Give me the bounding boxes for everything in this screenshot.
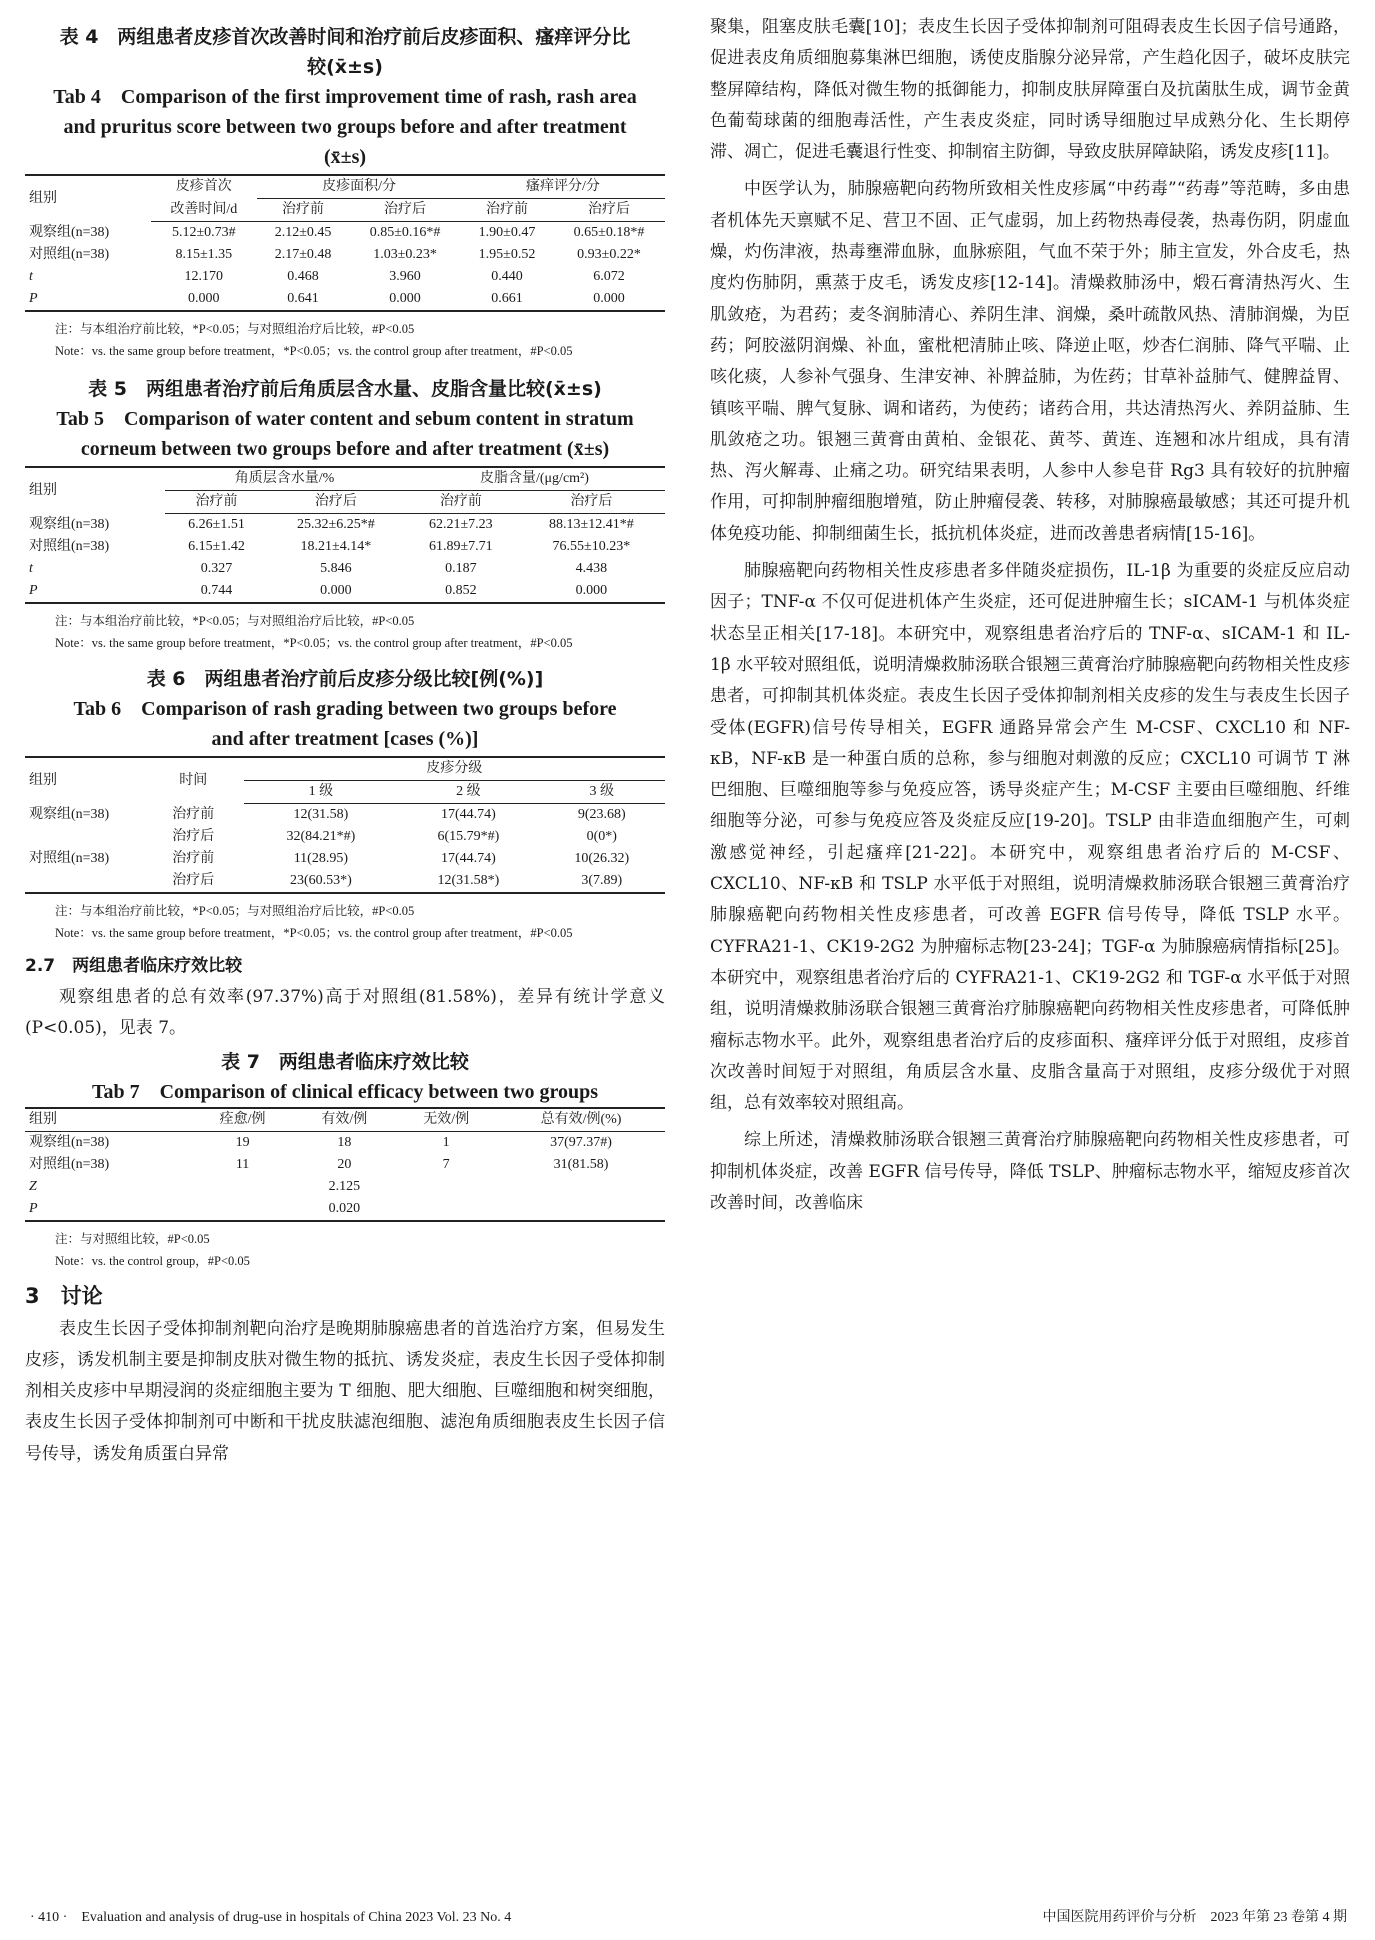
cell: 76.55±10.23* bbox=[552, 539, 631, 554]
cell: 0.327 bbox=[200, 561, 233, 576]
table-7 bbox=[25, 1107, 665, 1222]
t6-h-group: 组别 bbox=[25, 757, 143, 804]
table-row bbox=[25, 514, 665, 537]
table-row bbox=[25, 1131, 665, 1154]
cell: 治疗后 bbox=[172, 829, 215, 844]
cell: 2.125 bbox=[328, 1178, 361, 1194]
t5-h-pre: 治疗前 bbox=[165, 491, 268, 514]
cell bbox=[497, 1198, 665, 1221]
table-4-caption-cn: 表 4 两组患者皮疹首次改善时间和治疗前后皮疹面积、瘙痒评分比较(x̄±s) bbox=[59, 26, 631, 78]
cell: 88.13±12.41*# bbox=[549, 517, 634, 532]
cell: P bbox=[25, 580, 165, 603]
table-6 bbox=[25, 756, 665, 894]
table-5-note-en: Note：vs. the same group before treatment，*P<0.05；vs. the control group after treatment，#P<0.05 bbox=[55, 636, 573, 650]
cell: 0.000 bbox=[518, 580, 665, 603]
cell: 0.65±0.18*# bbox=[573, 225, 645, 240]
right-column bbox=[710, 0, 1350, 1219]
cell: 37(97.37#) bbox=[550, 1134, 612, 1150]
table-5-caption-cn: 表 5 两组患者治疗前后角质层含水量、皮脂含量比较(x̄±s) bbox=[88, 378, 602, 400]
cell bbox=[192, 1176, 294, 1198]
cell: 12(31.58) bbox=[293, 807, 349, 822]
cell: 0.641 bbox=[257, 288, 349, 311]
cell: 17(44.74) bbox=[440, 851, 496, 866]
table-5-note-cn: 注：与本组治疗前比较，*P<0.05；与对照组治疗后比较，#P<0.05 bbox=[55, 614, 415, 628]
table-7-caption-en: Tab 7 Comparison of clinical efficacy between two groups bbox=[91, 1080, 599, 1103]
cell: 12.170 bbox=[184, 269, 224, 284]
section-2-7-title: 2.7 两组患者临床疗效比较 bbox=[25, 956, 243, 976]
cell: 1 bbox=[442, 1134, 450, 1150]
t4-h-post: 治疗后 bbox=[553, 199, 665, 222]
table-row bbox=[25, 804, 665, 827]
table-row bbox=[25, 580, 665, 603]
cell: 观察组(n=38) bbox=[29, 1134, 110, 1150]
table-6-note-cn: 注：与本组治疗前比较，*P<0.05；与对照组治疗后比较，#P<0.05 bbox=[55, 904, 415, 918]
t4-h-area: 皮疹面积/分 bbox=[257, 175, 461, 199]
t5-h-pre: 治疗前 bbox=[404, 491, 518, 514]
cell: 6(15.79*#) bbox=[437, 829, 500, 844]
cell: 0.661 bbox=[461, 288, 553, 311]
cell: 观察组(n=38) bbox=[29, 806, 110, 822]
cell: 0.187 bbox=[445, 561, 477, 576]
footer-right: 中国医院用药评价与分析 2023 年第 23 卷第 4 期 bbox=[1042, 1910, 1347, 1925]
cell: 62.21±7.23 bbox=[429, 517, 493, 532]
cell: 0(0*) bbox=[586, 829, 617, 844]
cell: P bbox=[25, 288, 151, 311]
table-row bbox=[25, 826, 665, 848]
cell: 5.12±0.73# bbox=[171, 225, 236, 240]
right-paragraph-2: 肺腺癌靶向药物相关性皮疹患者多伴随炎症损伤，IL-1β 为重要的炎症反应启动因子；TNF-α 不仅可促进机体产生炎症，还可促进肿瘤生长；sICAM-1 与机体炎症状态呈正相关[17-18]。本研究中，观察组患者治疗后的 TNF-α、sICAM-1 和 IL-1β 水平较对照组低，说明清燥救肺汤联合银翘三黄膏治疗肺腺癌靶向药物相关性皮疹患者，可抑制其机体炎症。表皮生长因子受体抑制剂相关皮疹的发生与表皮生长因子受体(EGFR)信号传导相关，EGFR 通路异常会产生 M-CSF、CXCL10 和 NF-κB，NF-κB 是一种蛋白质的总称，参与细胞对刺激的反应；CXCL10 可调节 T 淋巴细胞、巨噬细胞等参与免疫应答，诱导炎症产生；M-CSF 主要由巨噬细胞、纤维细胞等分泌，可参与免疫应答及炎症反应[19-20]。TSLP 由非造血细胞产生，可刺激感觉神经，引起瘙痒[21-22]。本研究中，观察组患者治疗后的 M-CSF、CXCL10、NF-κB 和 TSLP 水平低于对照组，说明清燥救肺汤联合银翘三黄膏治疗肺腺癌靶向药物相关性皮疹患者，可改善 EGFR 信号传导，降低 TSLP 水平。CYFRA21-1、CK19-2G2 为肿瘤标志物[23-24]；TGF-α 为肺腺癌病情指标[25]。本研究中，观察组患者治疗后的 CYFRA21-1、CK19-2G2 和 TGF-α 水平低于对照组，说明清燥救肺汤联合银翘三黄膏治疗肺腺癌靶向药物相关性皮疹患者，可降低肿瘤标志物水平。此外，观察组患者治疗后的皮疹面积、瘙痒评分低于对照组，皮疹首次改善时间短于对照组，角质层含水量、皮脂含量高于对照组，皮疹分级优于对照组，总有效率较对照组高。 bbox=[710, 561, 1350, 1114]
table-6-note-en: Note：vs. the same group before treatment，*P<0.05；vs. the control group after treatment，#P<0.05 bbox=[55, 926, 573, 940]
t4-h-time1: 皮疹首次 bbox=[151, 175, 258, 199]
t4-h-pre: 治疗前 bbox=[461, 199, 553, 222]
cell: 治疗前 bbox=[172, 806, 215, 822]
table-7-note-cn: 注：与对照组比较，#P<0.05 bbox=[55, 1231, 210, 1246]
section-3-paragraph-1: 表皮生长因子受体抑制剂靶向治疗是晚期肺腺癌患者的首选治疗方案，但易发生皮疹，诱发机制主要是抑制皮肤对微生物的抵抗、诱发炎症，表皮生长因子受体抑制剂相关皮疹中早期浸润的炎症细胞主要为 T 细胞、肥大细胞、巨噬细胞和树突细胞，表皮生长因子受体抑制剂可中断和干扰皮肤滤泡细胞、滤泡角质细胞表皮生长因子信号传导，诱发角质蛋白异常 bbox=[25, 1318, 665, 1464]
table-7-caption-cn: 表 7 两组患者临床疗效比较 bbox=[221, 1050, 469, 1073]
cell: 2.12±0.45 bbox=[274, 225, 332, 240]
cell bbox=[25, 870, 143, 893]
cell: 11 bbox=[235, 1156, 250, 1172]
cell: 3.960 bbox=[389, 269, 421, 284]
t6-h-g2: 2 级 bbox=[398, 781, 538, 804]
cell: 0.744 bbox=[165, 580, 268, 603]
cell: 32(84.21*#) bbox=[286, 829, 356, 844]
cell: 治疗后 bbox=[143, 870, 244, 893]
cell bbox=[497, 1176, 665, 1198]
cell: 2.17±0.48 bbox=[274, 247, 332, 262]
cell: 对照组(n=38) bbox=[29, 539, 110, 554]
cell: 0.000 bbox=[268, 580, 404, 603]
cell: 61.89±7.71 bbox=[429, 539, 493, 554]
t4-h-time2: 改善时间/d bbox=[151, 199, 258, 222]
t5-h-sebum: 皮脂含量/(μg/cm²) bbox=[404, 467, 665, 491]
t7-h-effective: 有效/例 bbox=[293, 1108, 395, 1132]
cell: 25.32±6.25*# bbox=[297, 517, 375, 532]
cell: 观察组(n=38) bbox=[29, 224, 110, 240]
right-paragraph-3: 综上所述，清燥救肺汤联合银翘三黄膏治疗肺腺癌靶向药物相关性皮疹患者，可抑制机体炎症，改善 EGFR 信号传导，降低 TSLP、肿瘤标志物水平，缩短皮疹首次改善时间，改善临床 bbox=[710, 1130, 1350, 1213]
cell: t bbox=[29, 269, 33, 284]
cell: 10(26.32) bbox=[574, 851, 630, 866]
cell: 0.468 bbox=[287, 269, 319, 284]
t7-h-cured: 痊愈/例 bbox=[192, 1108, 294, 1132]
cell: 0.852 bbox=[404, 580, 518, 603]
t4-h-group: 组别 bbox=[25, 175, 151, 222]
cell: 6.15±1.42 bbox=[188, 539, 245, 554]
cell: 5.846 bbox=[320, 561, 352, 576]
cell: 0.85±0.16*# bbox=[369, 225, 441, 240]
table-row bbox=[25, 1176, 665, 1198]
cell: 0.000 bbox=[349, 288, 461, 311]
cell: 0.440 bbox=[491, 269, 523, 284]
cell: 7 bbox=[442, 1156, 450, 1172]
cell bbox=[25, 826, 143, 848]
table-4-note-en: Note：vs. the same group before treatment，*P<0.05；vs. the control group after treatment，#P<0.05 bbox=[55, 344, 573, 358]
right-paragraph-1: 中医学认为，肺腺癌靶向药物所致相关性皮疹属“中药毒”“药毒”等范畴，多由患者机体先天禀赋不足、营卫不固、正气虚弱，加上药物热毒侵袭，热毒伤阴，阴虚血燥，灼伤津液，热毒壅滞血脉，血脉瘀阻，气血不荣于外；肺主宣发，外合皮毛，热度灼伤肺阴，熏蒸于皮毛，诱发皮疹[12-14]。清燥救肺汤中，煅石膏清热泻火、生肌敛疮，为君药；麦冬润肺清心、养阴生津、润燥，桑叶疏散风热、清肺润燥，为臣药；阿胶滋阴润燥、补血，蜜枇杷清肺止咳、降逆止呕，炒杏仁润肺、降气平喘、止咳化痰，人参补气强身、生津安神、补脾益肺，为佐药；甘草补益肺气、健脾益胃、镇咳平喘、脾气复脉、调和诸药，为使药；诸药合用，共达清热泻火、养阴益肺、生肌敛疮之功。银翘三黄膏由黄柏、金银花、黄芩、黄连、连翘和冰片组成，具有清热、泻火解毒、止痛之功。研究结果表明，人参中人参皂苷 Rg3 具有较好的抗肿瘤作用，可抑制肿瘤细胞增殖，防止肿瘤侵袭、转移，对肺腺癌最敏感；其还可提升机体免疫功能、抑制细菌生长，抵抗机体炎症，进而改善患者病情[15-16]。 bbox=[710, 179, 1350, 544]
cell: 4.438 bbox=[575, 561, 608, 576]
section-3-title: 3 讨论 bbox=[25, 1283, 103, 1308]
table-row bbox=[25, 848, 665, 870]
section-2-7-paragraph: 观察组患者的总有效率(97.37%)高于对照组(81.58%)，差异有统计学意义(P<0.05)，见表 7。 bbox=[25, 987, 665, 1039]
table-4-note-cn: 注：与本组治疗前比较，*P<0.05；与对照组治疗后比较，#P<0.05 bbox=[55, 322, 415, 336]
table-row bbox=[25, 558, 665, 580]
cell: 6.072 bbox=[593, 269, 625, 284]
cell: 对照组(n=38) bbox=[29, 851, 110, 866]
cell: P bbox=[25, 1198, 192, 1221]
cell: 20 bbox=[337, 1156, 352, 1172]
table-row bbox=[25, 870, 665, 893]
cell: t bbox=[29, 561, 33, 576]
footer-left: · 410 · Evaluation and analysis of drug-use in hospitals of China 2023 Vol. 23 No. 4 bbox=[30, 1910, 512, 1925]
cell bbox=[395, 1176, 497, 1198]
left-column bbox=[25, 0, 665, 1470]
t7-h-ineffective: 无效/例 bbox=[395, 1108, 497, 1132]
t5-h-water: 角质层含水量/% bbox=[165, 467, 404, 491]
t5-h-post: 治疗后 bbox=[518, 491, 665, 514]
cell: 31(81.58) bbox=[553, 1156, 609, 1172]
cell: 0.020 bbox=[293, 1198, 395, 1221]
cell: 17(44.74) bbox=[440, 807, 496, 822]
table-row bbox=[25, 536, 665, 558]
cell: 0.000 bbox=[553, 288, 665, 311]
cell: 6.26±1.51 bbox=[188, 517, 245, 532]
table-row bbox=[25, 266, 665, 288]
t4-h-itch: 瘙痒评分/分 bbox=[461, 175, 665, 199]
cell: 19 bbox=[235, 1134, 250, 1150]
t5-h-group: 组别 bbox=[25, 467, 165, 514]
cell: 1.90±0.47 bbox=[478, 225, 536, 240]
cell: 18 bbox=[337, 1134, 352, 1150]
t7-h-group: 组别 bbox=[25, 1108, 192, 1132]
cell: 0.000 bbox=[151, 288, 258, 311]
cell: 对照组(n=38) bbox=[29, 1156, 110, 1172]
cell: 11(28.95) bbox=[293, 851, 348, 866]
table-6-caption-cn: 表 6 两组患者治疗前后皮疹分级比较[例(%)] bbox=[146, 668, 544, 690]
cell: 对照组(n=38) bbox=[29, 247, 110, 262]
cell bbox=[395, 1198, 497, 1221]
table-6-caption-en: Tab 6 Comparison of rash grading between two groups before and after treatment [cases (%)] bbox=[73, 698, 617, 750]
table-4-caption-en: Tab 4 Comparison of the first improvement time of rash, rash area and pruritus score between two groups before and after treatment (x̄±s) bbox=[53, 86, 637, 168]
cell: 3(7.89) bbox=[539, 870, 665, 893]
cell: Z bbox=[29, 1178, 37, 1194]
cell: 18.21±4.14* bbox=[300, 539, 372, 554]
cell bbox=[192, 1198, 294, 1221]
cell: 治疗前 bbox=[172, 851, 215, 866]
t6-h-time: 时间 bbox=[143, 757, 244, 804]
table-row bbox=[25, 244, 665, 266]
cell: 23(60.53*) bbox=[244, 870, 399, 893]
t6-h-grade: 皮疹分级 bbox=[244, 757, 665, 781]
t4-h-post: 治疗后 bbox=[349, 199, 461, 222]
table-row bbox=[25, 288, 665, 311]
t6-h-g3: 3 级 bbox=[539, 781, 665, 804]
cell: 12(31.58*) bbox=[398, 870, 538, 893]
cell: 观察组(n=38) bbox=[29, 516, 110, 532]
cell: 1.03±0.23* bbox=[373, 247, 437, 262]
cell: 9(23.68) bbox=[577, 807, 626, 822]
cell: 1.95±0.52 bbox=[478, 247, 536, 262]
cell: 0.93±0.22* bbox=[577, 247, 641, 262]
table-4 bbox=[25, 174, 665, 312]
cell: 8.15±1.35 bbox=[175, 247, 233, 262]
table-row bbox=[25, 222, 665, 245]
t5-h-post: 治疗后 bbox=[268, 491, 404, 514]
table-5 bbox=[25, 466, 665, 604]
t6-h-g1: 1 级 bbox=[244, 781, 399, 804]
table-5-caption-en: Tab 5 Comparison of water content and sebum content in stratum corneum between two groups before and after treatment (x̄±s) bbox=[56, 408, 634, 460]
t7-h-total: 总有效/例(%) bbox=[497, 1108, 665, 1132]
table-row bbox=[25, 1198, 665, 1221]
table-row bbox=[25, 1154, 665, 1176]
t4-h-pre: 治疗前 bbox=[257, 199, 349, 222]
table-7-note-en: Note：vs. the control group，#P<0.05 bbox=[55, 1253, 250, 1268]
right-paragraph-0: 聚集，阻塞皮肤毛囊[10]；表皮生长因子受体抑制剂可阻碍表皮生长因子信号通路，促进表皮角质细胞募集淋巴细胞，诱使皮脂腺分泌异常，产生趋化因子，破坏皮肤完整屏障结构，降低对微生物的抵御能力，抑制皮肤屏障蛋白及抗菌肽生成，调节金黄色葡萄球菌的细胞毒活性，产生表皮炎症，同时诱导细胞过早成熟分化、生长期停滞、凋亡，促进毛囊退行性变、抑制宿主防御，导致皮肤屏障缺陷，诱发皮疹[11]。 bbox=[710, 17, 1350, 163]
